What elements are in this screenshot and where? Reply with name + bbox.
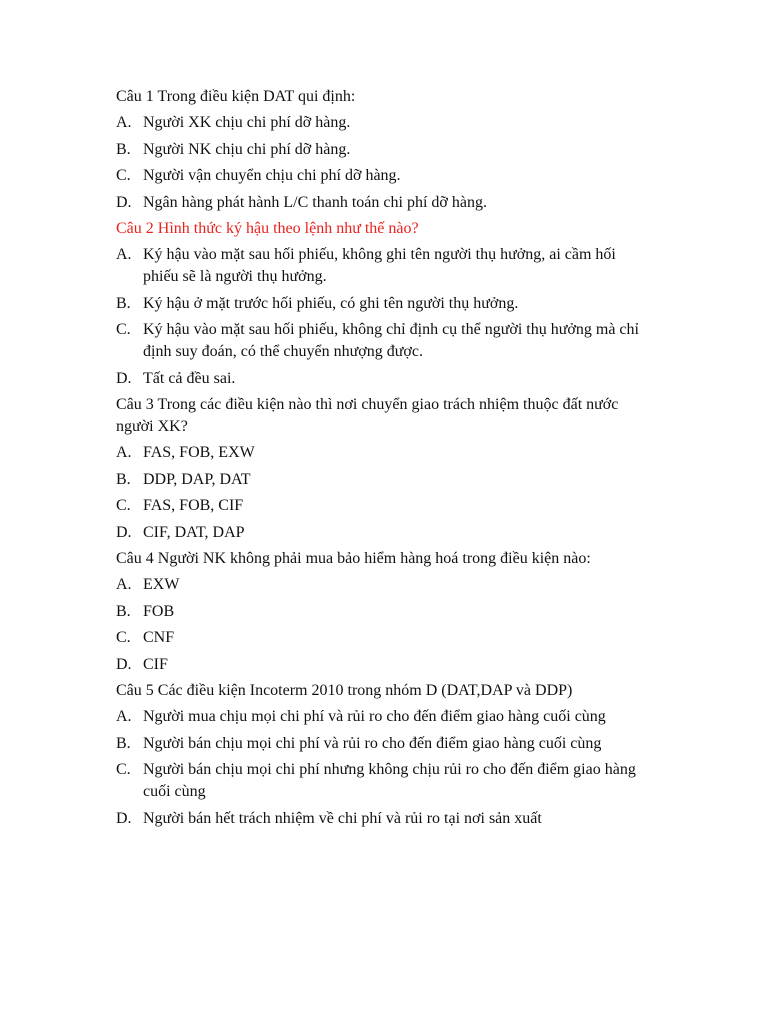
answer-option	[116, 601, 656, 623]
question-text: Câu 5 Các điều kiện Incoterm 2010 trong nhóm D (DAT,DAP và DDP)	[116, 682, 573, 699]
answer-option	[116, 654, 656, 676]
answer-option	[116, 759, 656, 803]
question-text: Câu 1 Trong điều kiện DAT qui định:	[116, 88, 356, 105]
option-text: FAS, FOB, EXW	[143, 444, 255, 461]
option-letter: C.	[116, 629, 131, 646]
option-text: Tất cả đều sai.	[143, 369, 236, 387]
option-letter: B.	[116, 294, 131, 312]
option-text: Người bán chịu mọi chi phí nhưng không chịu rủi ro cho đến điểm giao hàng cuối cùng	[143, 761, 636, 800]
question-text: Câu 3 Trong các điều kiện nào thì nơi chuyển giao trách nhiệm thuộc đất nước người XK?	[116, 396, 619, 435]
answer-option	[116, 139, 656, 161]
answer-option	[116, 112, 656, 134]
option-letter: C.	[116, 497, 131, 514]
option-text: Người bán chịu mọi chi phí và rủi ro cho đến điểm giao hàng cuối cùng	[143, 734, 602, 752]
option-text: CIF, DAT, DAP	[143, 523, 245, 541]
option-letter: D.	[116, 369, 132, 387]
option-letter: A.	[116, 444, 132, 461]
option-text: Ký hậu vào mặt sau hối phiếu, không ghi tên người thụ hưởng, ai cầm hối phiếu sẽ là người thụ hưởng.	[143, 246, 616, 285]
answer-option	[116, 244, 656, 288]
option-letter: B.	[116, 602, 131, 620]
answer-option	[116, 522, 656, 544]
option-text: Người NK chịu chi phí dỡ hàng.	[143, 140, 351, 158]
option-text: Ký hậu vào mặt sau hối phiếu, không chỉ định cụ thể người thụ hưởng mà chỉ định suy đoán, có thể chuyển nhượng được.	[143, 321, 639, 360]
option-letter: D.	[116, 809, 132, 827]
option-text: CNF	[143, 629, 175, 646]
option-letter: A.	[116, 576, 132, 593]
answer-option	[116, 293, 656, 315]
answer-option	[116, 808, 656, 830]
question-block	[116, 680, 656, 830]
question-text: Câu 2 Hình thức ký hậu theo lệnh như thế nào?	[116, 220, 419, 237]
question-block	[116, 86, 656, 214]
question-block	[116, 394, 656, 544]
option-text: Người bán hết trách nhiệm về chi phí và rủi ro tại nơi sản xuất	[143, 809, 542, 827]
option-text: CIF	[143, 655, 168, 673]
option-text: EXW	[143, 576, 180, 593]
option-text: FOB	[143, 602, 175, 620]
answer-option	[116, 192, 656, 214]
option-letter: D.	[116, 523, 132, 541]
document-body	[116, 86, 656, 834]
option-letter: A.	[116, 246, 132, 263]
option-text: DDP, DAP, DAT	[143, 470, 251, 488]
option-letter: B.	[116, 470, 131, 488]
option-text: Ngân hàng phát hành L/C thanh toán chi phí dỡ hàng.	[143, 193, 487, 211]
question-text: Câu 4 Người NK không phải mua bảo hiểm hàng hoá trong điều kiện nào:	[116, 550, 591, 567]
option-letter: C.	[116, 321, 131, 338]
option-letter: C.	[116, 761, 131, 778]
answer-option	[116, 319, 656, 363]
answer-option	[116, 733, 656, 755]
question-block	[116, 218, 656, 390]
option-text: Người mua chịu mọi chi phí và rủi ro cho đến điểm giao hàng cuối cùng	[143, 708, 606, 725]
option-text: Người XK chịu chi phí dỡ hàng.	[143, 114, 351, 131]
option-letter: B.	[116, 140, 131, 158]
option-letter: D.	[116, 193, 132, 211]
option-text: Ký hậu ở mặt trước hối phiếu, có ghi tên người thụ hưởng.	[143, 294, 519, 312]
option-letter: A.	[116, 708, 132, 725]
option-text: FAS, FOB, CIF	[143, 497, 244, 514]
option-text: Người vận chuyển chịu chi phí dỡ hàng.	[143, 167, 401, 184]
question-block	[116, 548, 656, 676]
option-letter: B.	[116, 734, 131, 752]
answer-option	[116, 627, 656, 649]
answer-option	[116, 165, 656, 187]
answer-option	[116, 574, 656, 596]
answer-option	[116, 469, 656, 491]
answer-option	[116, 368, 656, 390]
option-letter: D.	[116, 655, 132, 673]
answer-option	[116, 706, 656, 728]
answer-option	[116, 442, 656, 464]
option-letter: A.	[116, 114, 132, 131]
answer-option	[116, 495, 656, 517]
option-letter: C.	[116, 167, 131, 184]
